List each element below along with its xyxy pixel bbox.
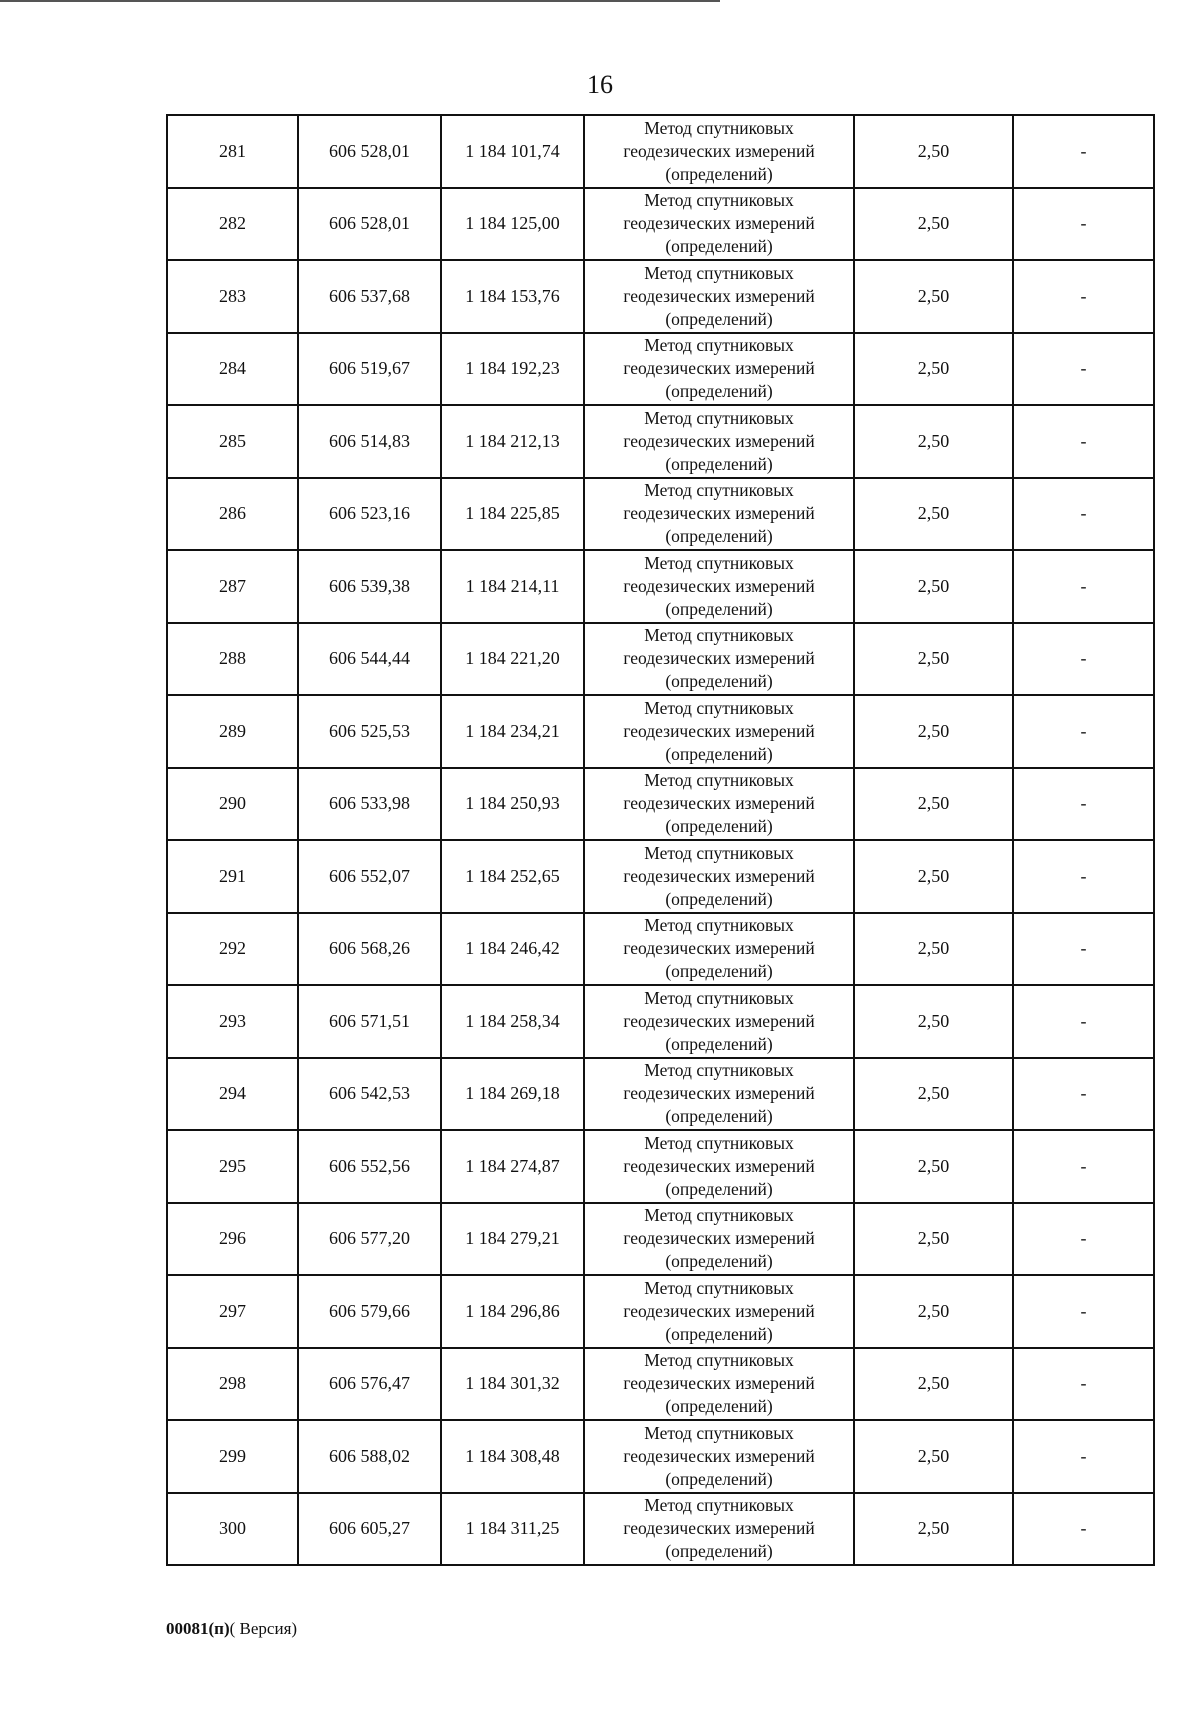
note-cell: - <box>1013 985 1154 1058</box>
page-number: 16 <box>587 70 613 99</box>
method-line-3: (определений) <box>665 1033 773 1054</box>
precision-cell: 2,50 <box>854 623 1013 696</box>
y-coordinate-cell: 1 184 296,86 <box>441 1275 584 1348</box>
note-cell: - <box>1013 913 1154 986</box>
table-row <box>167 623 1154 696</box>
y-coordinate-cell: 1 184 308,48 <box>441 1420 584 1493</box>
y-coordinate-cell: 1 184 212,13 <box>441 405 584 478</box>
note-cell: - <box>1013 1058 1154 1131</box>
method-line-3: (определений) <box>665 816 773 837</box>
method-line-3: (определений) <box>665 1178 773 1199</box>
point-number-cell: 292 <box>167 913 298 986</box>
table-row <box>167 1420 1154 1493</box>
precision-cell: 2,50 <box>854 768 1013 841</box>
precision-cell: 2,50 <box>854 1203 1013 1276</box>
x-coordinate-cell: 606 588,02 <box>298 1420 441 1493</box>
point-number-cell: 299 <box>167 1420 298 1493</box>
table-row <box>167 985 1154 1058</box>
point-number-cell: 294 <box>167 1058 298 1131</box>
method-line-1: Метод спутниковых <box>644 770 794 791</box>
table-row <box>167 1130 1154 1203</box>
precision-cell: 2,50 <box>854 188 1013 261</box>
method-line-1: Метод спутниковых <box>644 915 794 936</box>
method-line-2: геодезических измерений <box>623 1373 815 1394</box>
table-row <box>167 695 1154 768</box>
y-coordinate-cell: 1 184 274,87 <box>441 1130 584 1203</box>
point-number-cell: 282 <box>167 188 298 261</box>
note-cell: - <box>1013 1493 1154 1566</box>
x-coordinate-cell: 606 568,26 <box>298 913 441 986</box>
y-coordinate-cell: 1 184 279,21 <box>441 1203 584 1276</box>
method-line-1: Метод спутниковых <box>644 842 794 863</box>
point-number-cell: 298 <box>167 1348 298 1421</box>
method-line-2: геодезических измерений <box>623 1083 815 1104</box>
point-number-cell: 295 <box>167 1130 298 1203</box>
x-coordinate-cell: 606 577,20 <box>298 1203 441 1276</box>
method-cell <box>584 1493 854 1566</box>
table-row <box>167 333 1154 406</box>
y-coordinate-cell: 1 184 246,42 <box>441 913 584 986</box>
table-row <box>167 1275 1154 1348</box>
note-cell: - <box>1013 623 1154 696</box>
method-line-1: Метод спутниковых <box>644 407 794 428</box>
table-row <box>167 1203 1154 1276</box>
method-line-3: (определений) <box>665 381 773 402</box>
x-coordinate-cell: 606 528,01 <box>298 188 441 261</box>
y-coordinate-cell: 1 184 252,65 <box>441 840 584 913</box>
precision-cell: 2,50 <box>854 1058 1013 1131</box>
method-line-1: Метод спутниковых <box>644 1205 794 1226</box>
method-line-3: (определений) <box>665 163 773 184</box>
table-row <box>167 550 1154 623</box>
note-cell: - <box>1013 840 1154 913</box>
y-coordinate-cell: 1 184 311,25 <box>441 1493 584 1566</box>
method-line-2: геодезических измерений <box>623 140 815 161</box>
method-line-1: Метод спутниковых <box>644 190 794 211</box>
point-number-cell: 287 <box>167 550 298 623</box>
method-line-3: (определений) <box>665 308 773 329</box>
footer <box>166 1619 297 1639</box>
x-coordinate-cell: 606 544,44 <box>298 623 441 696</box>
note-cell: - <box>1013 260 1154 333</box>
table-row <box>167 405 1154 478</box>
method-line-1: Метод спутниковых <box>644 117 794 138</box>
method-line-2: геодезических измерений <box>623 793 815 814</box>
method-line-2: геодезических измерений <box>623 720 815 741</box>
y-coordinate-cell: 1 184 101,74 <box>441 115 584 188</box>
method-line-2: геодезических измерений <box>623 503 815 524</box>
method-line-3: (определений) <box>665 598 773 619</box>
point-number-cell: 284 <box>167 333 298 406</box>
note-cell: - <box>1013 115 1154 188</box>
y-coordinate-cell: 1 184 125,00 <box>441 188 584 261</box>
note-cell: - <box>1013 1275 1154 1348</box>
method-line-1: Метод спутниковых <box>644 1350 794 1371</box>
x-coordinate-cell: 606 528,01 <box>298 115 441 188</box>
footer-version: ( Версия) <box>229 1619 298 1638</box>
top-scan-rule <box>0 0 720 2</box>
method-line-2: геодезических измерений <box>623 430 815 451</box>
table-row <box>167 188 1154 261</box>
table-row <box>167 115 1154 188</box>
precision-cell: 2,50 <box>854 913 1013 986</box>
note-cell: - <box>1013 768 1154 841</box>
y-coordinate-cell: 1 184 214,11 <box>441 550 584 623</box>
note-cell: - <box>1013 188 1154 261</box>
table-row <box>167 913 1154 986</box>
precision-cell: 2,50 <box>854 478 1013 551</box>
y-coordinate-cell: 1 184 221,20 <box>441 623 584 696</box>
x-coordinate-cell: 606 514,83 <box>298 405 441 478</box>
method-line-2: геодезических измерений <box>623 865 815 886</box>
method-cell <box>584 1203 854 1276</box>
note-cell: - <box>1013 478 1154 551</box>
method-line-3: (определений) <box>665 671 773 692</box>
method-line-3: (определений) <box>665 453 773 474</box>
method-line-1: Метод спутниковых <box>644 335 794 356</box>
note-cell: - <box>1013 550 1154 623</box>
precision-cell: 2,50 <box>854 405 1013 478</box>
note-cell: - <box>1013 1420 1154 1493</box>
method-line-1: Метод спутниковых <box>644 697 794 718</box>
method-line-1: Метод спутниковых <box>644 1132 794 1153</box>
note-cell: - <box>1013 695 1154 768</box>
table-row <box>167 1058 1154 1131</box>
method-cell <box>584 913 854 986</box>
method-line-3: (определений) <box>665 1541 773 1562</box>
method-line-2: геодезических измерений <box>623 1518 815 1539</box>
method-cell <box>584 1348 854 1421</box>
method-line-2: геодезических измерений <box>623 213 815 234</box>
method-line-3: (определений) <box>665 961 773 982</box>
method-line-3: (определений) <box>665 1468 773 1489</box>
precision-cell: 2,50 <box>854 550 1013 623</box>
method-line-1: Метод спутниковых <box>644 552 794 573</box>
x-coordinate-cell: 606 525,53 <box>298 695 441 768</box>
method-line-1: Метод спутниковых <box>644 625 794 646</box>
method-line-1: Метод спутниковых <box>644 262 794 283</box>
method-line-1: Метод спутниковых <box>644 987 794 1008</box>
method-line-1: Метод спутниковых <box>644 480 794 501</box>
precision-cell: 2,50 <box>854 1348 1013 1421</box>
precision-cell: 2,50 <box>854 840 1013 913</box>
method-line-3: (определений) <box>665 1323 773 1344</box>
method-cell <box>584 1058 854 1131</box>
method-cell <box>584 695 854 768</box>
method-cell <box>584 333 854 406</box>
note-cell: - <box>1013 1203 1154 1276</box>
point-number-cell: 290 <box>167 768 298 841</box>
precision-cell: 2,50 <box>854 695 1013 768</box>
x-coordinate-cell: 606 605,27 <box>298 1493 441 1566</box>
method-line-2: геодезических измерений <box>623 285 815 306</box>
method-line-1: Метод спутниковых <box>644 1060 794 1081</box>
method-line-3: (определений) <box>665 743 773 764</box>
table-row <box>167 840 1154 913</box>
method-line-3: (определений) <box>665 888 773 909</box>
precision-cell: 2,50 <box>854 115 1013 188</box>
method-line-2: геодезических измерений <box>623 1300 815 1321</box>
x-coordinate-cell: 606 552,07 <box>298 840 441 913</box>
y-coordinate-cell: 1 184 153,76 <box>441 260 584 333</box>
precision-cell: 2,50 <box>854 985 1013 1058</box>
point-number-cell: 296 <box>167 1203 298 1276</box>
precision-cell: 2,50 <box>854 1493 1013 1566</box>
table-row <box>167 478 1154 551</box>
x-coordinate-cell: 606 537,68 <box>298 260 441 333</box>
method-cell <box>584 478 854 551</box>
method-line-2: геодезических измерений <box>623 575 815 596</box>
coordinates-table <box>166 114 1155 1566</box>
method-line-2: геодезических измерений <box>623 648 815 669</box>
y-coordinate-cell: 1 184 258,34 <box>441 985 584 1058</box>
method-line-3: (определений) <box>665 1396 773 1417</box>
x-coordinate-cell: 606 552,56 <box>298 1130 441 1203</box>
method-line-1: Метод спутниковых <box>644 1277 794 1298</box>
table-row <box>167 1493 1154 1566</box>
point-number-cell: 281 <box>167 115 298 188</box>
point-number-cell: 293 <box>167 985 298 1058</box>
x-coordinate-cell: 606 579,66 <box>298 1275 441 1348</box>
precision-cell: 2,50 <box>854 260 1013 333</box>
point-number-cell: 297 <box>167 1275 298 1348</box>
point-number-cell: 288 <box>167 623 298 696</box>
point-number-cell: 291 <box>167 840 298 913</box>
point-number-cell: 283 <box>167 260 298 333</box>
coordinates-table-body <box>167 115 1154 1565</box>
note-cell: - <box>1013 1348 1154 1421</box>
precision-cell: 2,50 <box>854 1420 1013 1493</box>
method-line-1: Метод спутниковых <box>644 1495 794 1516</box>
method-cell <box>584 550 854 623</box>
method-line-3: (определений) <box>665 1106 773 1127</box>
method-cell <box>584 188 854 261</box>
y-coordinate-cell: 1 184 225,85 <box>441 478 584 551</box>
precision-cell: 2,50 <box>854 1130 1013 1203</box>
method-cell <box>584 623 854 696</box>
method-cell <box>584 840 854 913</box>
method-line-3: (определений) <box>665 526 773 547</box>
method-cell <box>584 768 854 841</box>
method-line-1: Метод спутниковых <box>644 1422 794 1443</box>
note-cell: - <box>1013 405 1154 478</box>
precision-cell: 2,50 <box>854 333 1013 406</box>
table-row <box>167 260 1154 333</box>
point-number-cell: 286 <box>167 478 298 551</box>
x-coordinate-cell: 606 571,51 <box>298 985 441 1058</box>
x-coordinate-cell: 606 519,67 <box>298 333 441 406</box>
method-line-2: геодезических измерений <box>623 1010 815 1031</box>
x-coordinate-cell: 606 576,47 <box>298 1348 441 1421</box>
method-line-2: геодезических измерений <box>623 1445 815 1466</box>
method-cell <box>584 1130 854 1203</box>
y-coordinate-cell: 1 184 301,32 <box>441 1348 584 1421</box>
y-coordinate-cell: 1 184 234,21 <box>441 695 584 768</box>
table-row <box>167 768 1154 841</box>
method-line-2: геодезических измерений <box>623 358 815 379</box>
method-line-2: геодезических измерений <box>623 1228 815 1249</box>
method-line-3: (определений) <box>665 1251 773 1272</box>
point-number-cell: 300 <box>167 1493 298 1566</box>
x-coordinate-cell: 606 539,38 <box>298 550 441 623</box>
table-row <box>167 1348 1154 1421</box>
note-cell: - <box>1013 333 1154 406</box>
method-cell <box>584 405 854 478</box>
y-coordinate-cell: 1 184 250,93 <box>441 768 584 841</box>
x-coordinate-cell: 606 542,53 <box>298 1058 441 1131</box>
footer-form-code: 00081(п) <box>166 1619 230 1638</box>
method-cell <box>584 1420 854 1493</box>
method-cell <box>584 985 854 1058</box>
method-line-2: геодезических измерений <box>623 938 815 959</box>
y-coordinate-cell: 1 184 269,18 <box>441 1058 584 1131</box>
y-coordinate-cell: 1 184 192,23 <box>441 333 584 406</box>
precision-cell: 2,50 <box>854 1275 1013 1348</box>
point-number-cell: 285 <box>167 405 298 478</box>
method-line-2: геодезических измерений <box>623 1155 815 1176</box>
x-coordinate-cell: 606 533,98 <box>298 768 441 841</box>
method-cell <box>584 1275 854 1348</box>
method-line-3: (определений) <box>665 236 773 257</box>
point-number-cell: 289 <box>167 695 298 768</box>
method-cell <box>584 115 854 188</box>
note-cell: - <box>1013 1130 1154 1203</box>
method-cell <box>584 260 854 333</box>
x-coordinate-cell: 606 523,16 <box>298 478 441 551</box>
